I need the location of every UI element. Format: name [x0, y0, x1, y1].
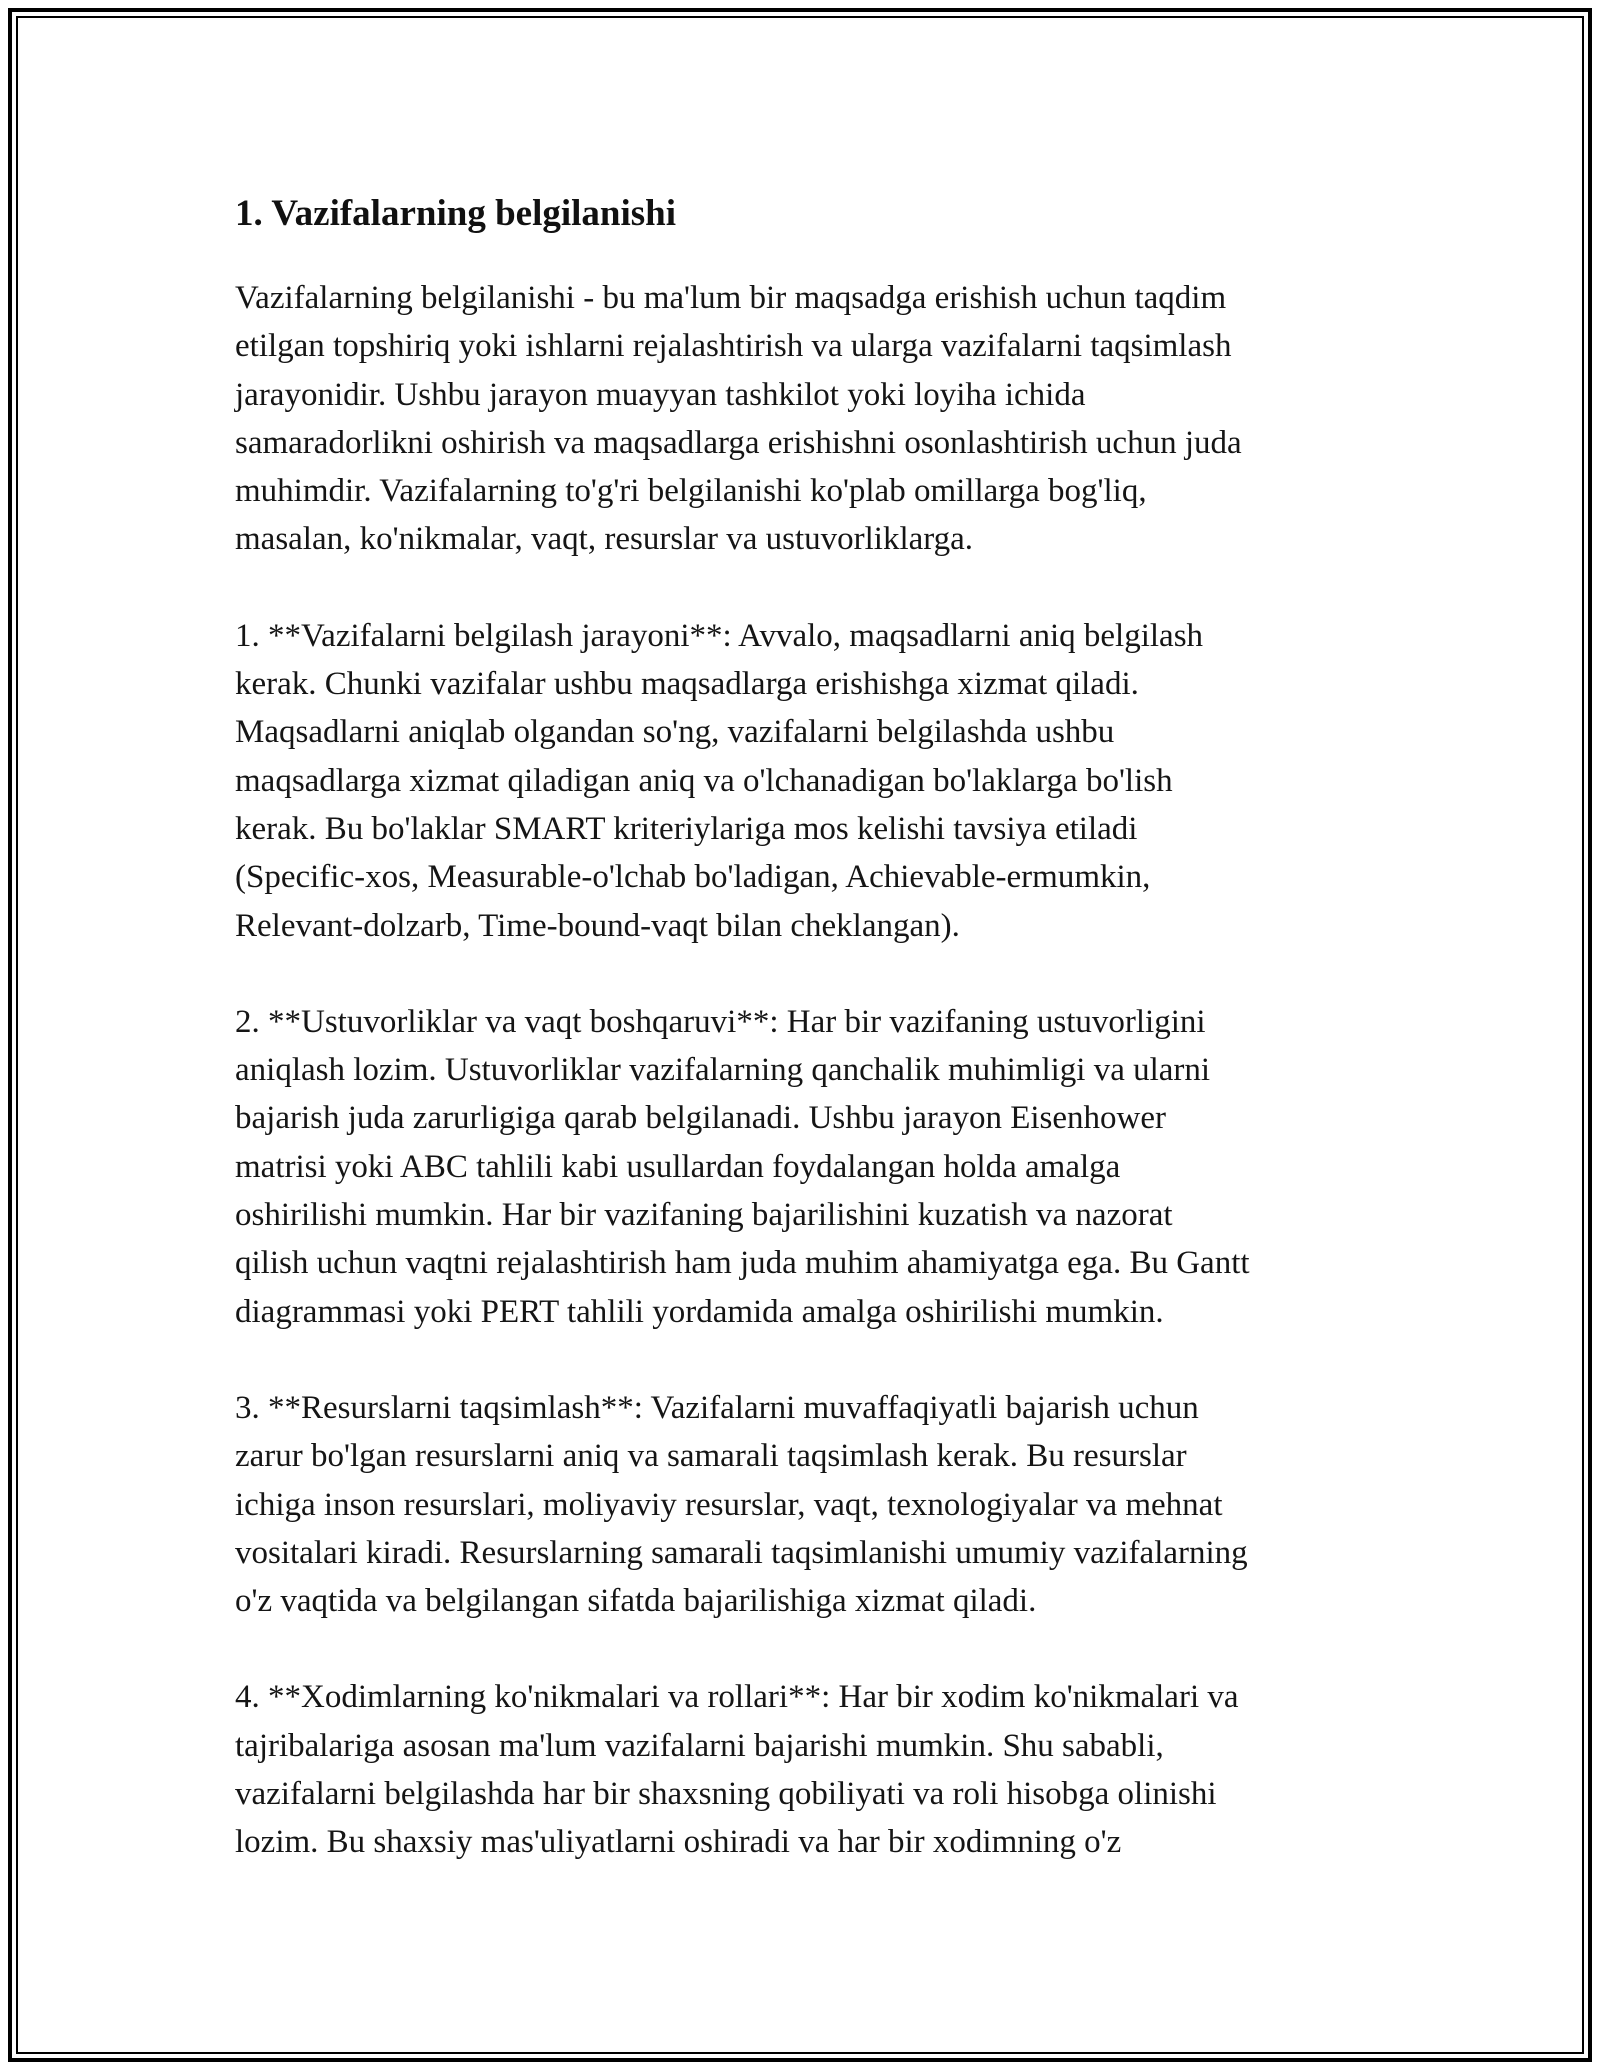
- intro-paragraph: Vazifalarning belgilanishi - bu ma'lum bir maqsadga erishish uchun taqdim etilgan topshiriq yoki ishlarni rejalashtirish va ularga vazifalarni taqsimlash jarayonidir. Ushbu jarayon muayyan tashkilot yoki loyiha ichida samaradorlikni oshirish va maqsadlarga erishishni osonlashtirish uchun juda muhimdir. Vazifalarning to'g'ri belgilanishi ko'plab omillarga bog'liq, masalan, ko'nikmalar, vaqt, resurslar va ustuvorliklarga.: [235, 280, 1242, 558]
- paragraph-resource-allocation: 3. **Resurslarni taqsimlash**: Vazifalarni muvaffaqiyatli bajarish uchun zarur bo'lgan resurslarni aniq va samarali taqsimlash kerak. Bu resurslar ichiga inson resurslari, moliyaviy resurslar, vaqt, texnologiyalar va mehnat vositalari kiradi. Resurslarning samarali taqsimlanishi umumiy vazifalarning o'z vaqtida va belgilangan sifatda bajarilishiga xizmat qiladi.: [235, 1389, 1248, 1620]
- document-body: [235, 188, 1375, 1915]
- paragraph-task-definition-process: 1. **Vazifalarni belgilash jarayoni**: Avvalo, maqsadlarni aniq belgilash kerak. Chunki vazifalar ushbu maqsadlarga erishishga xizmat qiladi. Maqsadlarni aniqlab olgandan so'ng, vazifalarni belgilashda ushbu maqsadlarga xizmat qiladigan aniq va o'lchanadigan bo'laklarga bo'lish kerak. Bu bo'laklar SMART kriteriylariga mos kelishi tavsiya etiladi (Specific-xos, Measurable-o'lchab bo'ladigan, Achievable-ermumkin, Relevant-dolzarb, Time-bound-vaqt bilan cheklangan).: [235, 617, 1204, 944]
- paragraph-employee-skills-roles: 4. **Xodimlarning ko'nikmalari va rollari**: Har bir xodim ko'nikmalari va tajribalariga asosan ma'lum vazifalarni bajarishi mumkin. Shu sababli, vazifalarni belgilashda har bir shaxsning qobiliyati va roli hisobga olinishi lozim. Bu shaxsiy mas'uliyatlarni oshiradi va har bir xodimning o'z: [235, 1679, 1239, 1861]
- section-heading: 1. Vazifalarning belgilanishi: [235, 193, 677, 234]
- paragraph-priorities-time-management: 2. **Ustuvorliklar va vaqt boshqaruvi**: Har bir vazifaning ustuvorligini aniqlash lozim. Ustuvorliklar vazifalarning qanchalik muhimligi va ularni bajarish juda zarurligiga qarab belgilanadi. Ushbu jarayon Eisenhower matrisi yoki ABC tahlili kabi usullardan foydalangan holda amalga oshirilishi mumkin. Har bir vazifaning bajarilishini kuzatish va nazorat qilish uchun vaqtni rejalashtirish ham juda muhim ahamiyatga ega. Bu Gantt diagrammasi yoki PERT tahlili yordamida amalga oshirilishi mumkin.: [235, 1003, 1250, 1330]
